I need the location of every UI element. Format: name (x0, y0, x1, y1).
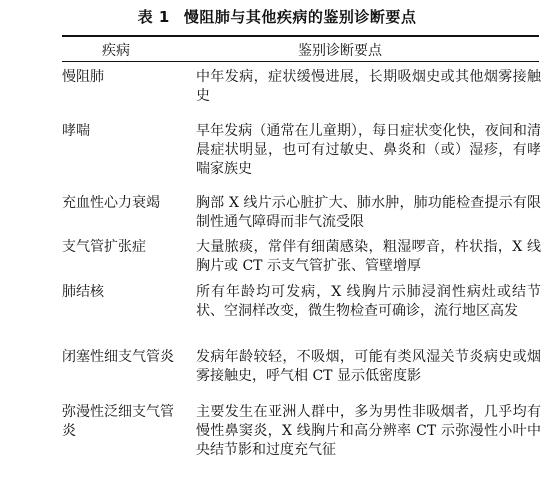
header-disease: 疾病 (102, 43, 130, 59)
table-caption (0, 6, 554, 27)
description-cell: 中年发病，症状缓慢进展，长期吸烟史或其他烟雾接触史 (196, 69, 541, 104)
disease-cell: 肺结核 (62, 284, 104, 300)
description-cell: 发病年龄较轻，不吸烟，可能有类风湿关节炎病史或烟雾接触史，呼气相 CT 显示低密度影 (196, 349, 541, 384)
disease-cell: 充血性心力衰竭 (62, 195, 160, 211)
disease-cell: 哮喘 (62, 123, 90, 139)
description-cell: 大量脓痰，常伴有细菌感染，粗湿啰音，杵状指，X 线胸片或 CT 示支气管扩张、管壁增厚 (196, 239, 541, 274)
disease-cell: 支气管扩张症 (62, 239, 146, 255)
disease-cell: 闭塞性细支气管炎 (62, 349, 174, 365)
table-header (62, 37, 539, 59)
disease-cell: 弥漫性泛细支气管炎 (62, 404, 174, 439)
table-title: 慢阻肺与其他疾病的鉴别诊断要点 (183, 8, 417, 26)
header-differential-points: 鉴别诊断要点 (298, 43, 382, 59)
table-number: 表 1 (137, 8, 170, 26)
description-cell: 主要发生在亚洲人群中，多为男性非吸烟者，几乎均有慢性鼻窦炎，X 线胸片和高分辨率 CT 示弥漫性小叶中央结节影和过度充气征 (196, 404, 541, 458)
disease-cell: 慢阻肺 (62, 69, 104, 85)
table-header-rule (62, 61, 539, 62)
description-cell: 早年发病（通常在儿童期），每日症状变化快，夜间和清晨症状明显，也可有过敏史、鼻炎和（或）湿疹，有哮喘家族史 (196, 123, 541, 177)
description-cell: 所有年龄均可发病，X 线胸片示肺浸润性病灶或结节状、空洞样改变，微生物检查可确诊，流行地区高发 (196, 284, 541, 319)
description-cell: 胸部 X 线片示心脏扩大、肺水肿，肺功能检查提示有限制性通气障碍而非气流受限 (196, 195, 541, 230)
